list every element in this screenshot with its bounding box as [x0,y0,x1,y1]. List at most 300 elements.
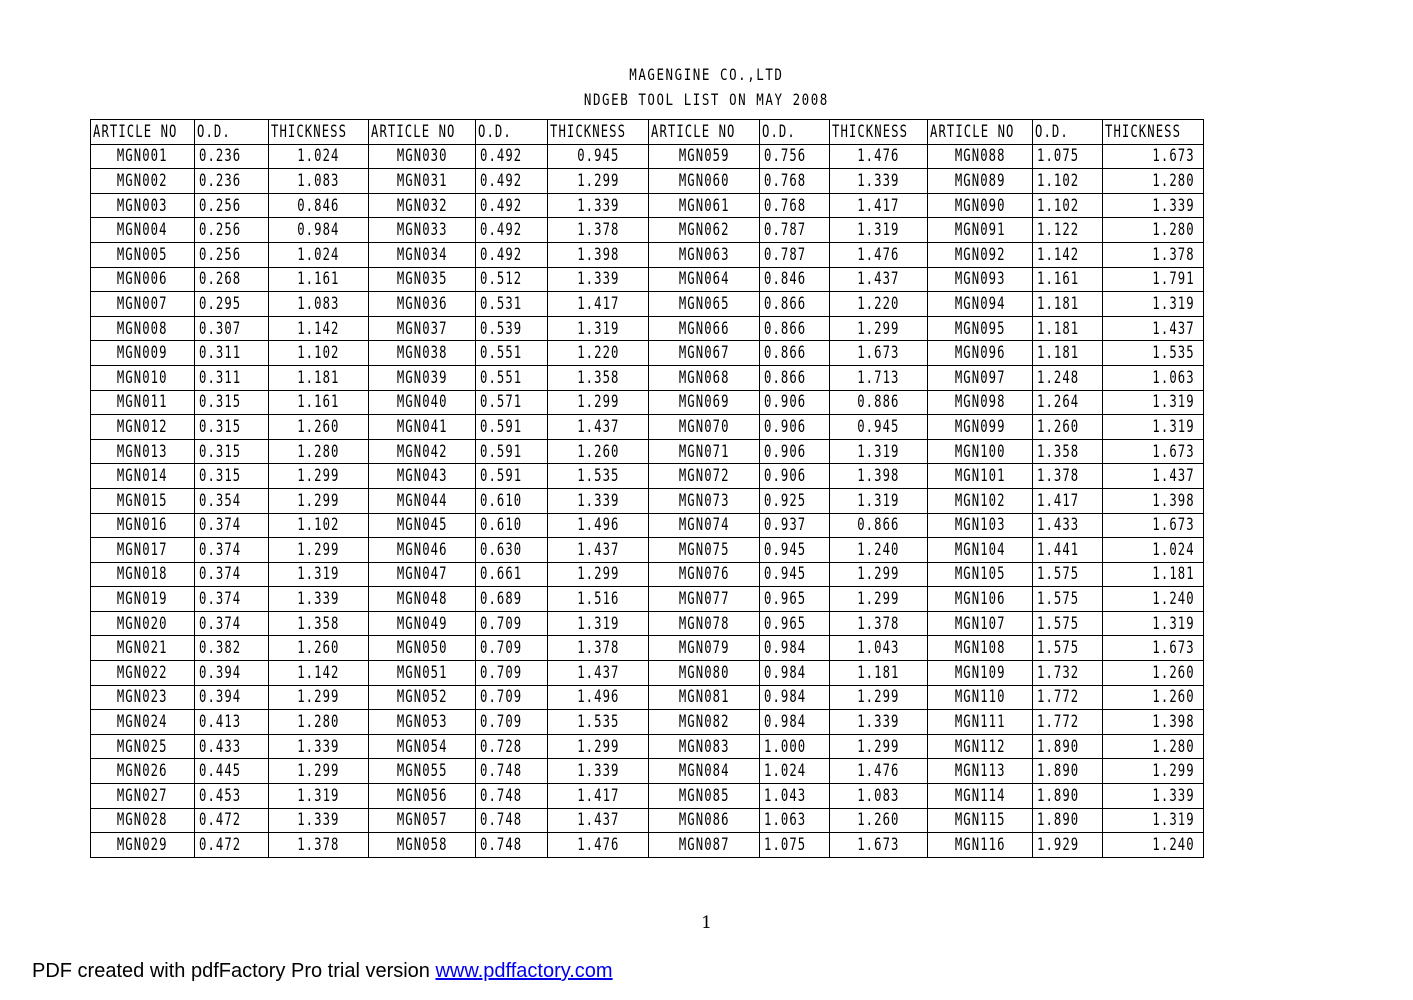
thickness-cell: 1.024 [269,242,369,267]
od-cell: 1.000 [760,734,830,759]
article-no-cell: MGN029 [91,833,195,858]
thickness-cell: 1.673 [830,833,928,858]
od-cell: 0.610 [476,488,548,513]
article-no-cell: MGN024 [91,710,195,735]
od-cell: 0.433 [195,734,269,759]
od-cell: 0.256 [195,218,269,243]
od-cell: 1.929 [1033,833,1103,858]
thickness-cell: 1.476 [548,833,649,858]
od-cell: 0.492 [476,242,548,267]
thickness-cell: 1.299 [830,562,928,587]
od-cell: 0.709 [476,685,548,710]
article-no-cell: MGN033 [369,218,476,243]
od-cell: 1.890 [1033,808,1103,833]
thickness-cell: 1.319 [1103,808,1204,833]
table-row [91,710,1204,735]
table-row [91,365,1204,390]
thickness-cell: 1.319 [1103,611,1204,636]
thickness-cell: 1.319 [548,611,649,636]
column-header: THICKNESS [548,120,649,145]
od-cell: 0.906 [760,464,830,489]
thickness-cell: 1.339 [548,488,649,513]
article-no-cell: MGN108 [928,636,1033,661]
article-no-cell: MGN081 [649,685,760,710]
od-cell: 1.433 [1033,513,1103,538]
article-no-cell: MGN014 [91,464,195,489]
article-no-cell: MGN032 [369,193,476,218]
article-no-cell: MGN096 [928,341,1033,366]
article-no-cell: MGN092 [928,242,1033,267]
article-no-cell: MGN026 [91,759,195,784]
thickness-cell: 1.161 [269,390,369,415]
thickness-cell: 1.260 [830,808,928,833]
thickness-cell: 1.437 [830,267,928,292]
od-cell: 0.591 [476,415,548,440]
od-cell: 0.984 [760,661,830,686]
od-cell: 0.709 [476,661,548,686]
thickness-cell: 1.673 [1103,439,1204,464]
thickness-cell: 1.280 [1103,169,1204,194]
od-cell: 0.925 [760,488,830,513]
od-cell: 0.591 [476,464,548,489]
thickness-cell: 1.476 [830,144,928,169]
thickness-cell: 1.319 [548,316,649,341]
od-cell: 1.772 [1033,685,1103,710]
thickness-cell: 1.299 [830,587,928,612]
od-cell: 0.374 [195,538,269,563]
od-cell: 1.732 [1033,661,1103,686]
table-row [91,415,1204,440]
table-row [91,808,1204,833]
article-no-cell: MGN111 [928,710,1033,735]
table-header-row [91,120,1204,145]
od-cell: 0.307 [195,316,269,341]
thickness-cell: 1.339 [1103,784,1204,809]
od-cell: 0.984 [760,685,830,710]
article-no-cell: MGN103 [928,513,1033,538]
article-no-cell: MGN020 [91,611,195,636]
od-cell: 0.610 [476,513,548,538]
article-no-cell: MGN098 [928,390,1033,415]
thickness-cell: 1.280 [1103,218,1204,243]
column-header: O.D. [476,120,548,145]
article-no-cell: MGN007 [91,292,195,317]
thickness-cell: 1.319 [1103,390,1204,415]
od-cell: 0.630 [476,538,548,563]
article-no-cell: MGN112 [928,734,1033,759]
article-no-cell: MGN101 [928,464,1033,489]
document-subtitle: NDGEB TOOL LIST ON MAY 2008 [583,90,829,109]
thickness-cell: 1.516 [548,587,649,612]
thickness-cell: 1.339 [830,710,928,735]
od-cell: 1.378 [1033,464,1103,489]
article-no-cell: MGN089 [928,169,1033,194]
od-cell: 0.315 [195,415,269,440]
article-no-cell: MGN091 [928,218,1033,243]
article-no-cell: MGN005 [91,242,195,267]
od-cell: 0.866 [760,316,830,341]
article-no-cell: MGN002 [91,169,195,194]
article-no-cell: MGN087 [649,833,760,858]
thickness-cell: 1.437 [548,415,649,440]
article-no-cell: MGN076 [649,562,760,587]
thickness-cell: 1.260 [1103,661,1204,686]
od-cell: 1.102 [1033,193,1103,218]
od-cell: 0.374 [195,587,269,612]
od-cell: 0.256 [195,193,269,218]
od-cell: 0.256 [195,242,269,267]
article-no-cell: MGN016 [91,513,195,538]
thickness-cell: 1.417 [548,292,649,317]
thickness-cell: 1.319 [830,218,928,243]
article-no-cell: MGN053 [369,710,476,735]
article-no-cell: MGN039 [369,365,476,390]
column-header: THICKNESS [269,120,369,145]
od-cell: 0.748 [476,784,548,809]
article-no-cell: MGN088 [928,144,1033,169]
thickness-cell: 1.280 [1103,734,1204,759]
od-cell: 0.374 [195,611,269,636]
thickness-cell: 1.339 [1103,193,1204,218]
article-no-cell: MGN019 [91,587,195,612]
article-no-cell: MGN069 [649,390,760,415]
table-row [91,242,1204,267]
thickness-cell: 1.378 [830,611,928,636]
thickness-cell: 1.240 [1103,587,1204,612]
thickness-cell: 1.339 [548,267,649,292]
od-cell: 1.417 [1033,488,1103,513]
article-no-cell: MGN004 [91,218,195,243]
thickness-cell: 1.319 [1103,415,1204,440]
od-cell: 0.311 [195,341,269,366]
od-cell: 1.441 [1033,538,1103,563]
article-no-cell: MGN078 [649,611,760,636]
od-cell: 1.264 [1033,390,1103,415]
table-row [91,611,1204,636]
od-cell: 1.575 [1033,636,1103,661]
article-no-cell: MGN080 [649,661,760,686]
article-no-cell: MGN028 [91,808,195,833]
thickness-cell: 0.846 [269,193,369,218]
thickness-cell: 0.945 [830,415,928,440]
article-no-cell: MGN095 [928,316,1033,341]
od-cell: 0.945 [760,562,830,587]
thickness-cell: 1.358 [269,611,369,636]
od-cell: 0.984 [760,710,830,735]
article-no-cell: MGN045 [369,513,476,538]
table-row [91,513,1204,538]
article-no-cell: MGN046 [369,538,476,563]
article-no-cell: MGN040 [369,390,476,415]
od-cell: 0.709 [476,710,548,735]
od-cell: 1.260 [1033,415,1103,440]
table-row [91,144,1204,169]
od-cell: 1.075 [1033,144,1103,169]
thickness-cell: 1.102 [269,513,369,538]
thickness-cell: 1.181 [830,661,928,686]
thickness-cell: 1.299 [548,562,649,587]
article-no-cell: MGN099 [928,415,1033,440]
thickness-cell: 1.437 [548,661,649,686]
article-no-cell: MGN116 [928,833,1033,858]
od-cell: 0.492 [476,144,548,169]
article-no-cell: MGN047 [369,562,476,587]
thickness-cell: 1.319 [269,562,369,587]
article-no-cell: MGN097 [928,365,1033,390]
table-body [91,144,1204,857]
thickness-cell: 1.299 [269,685,369,710]
article-no-cell: MGN051 [369,661,476,686]
article-no-cell: MGN072 [649,464,760,489]
article-no-cell: MGN036 [369,292,476,317]
article-no-cell: MGN068 [649,365,760,390]
article-no-cell: MGN055 [369,759,476,784]
column-header: ARTICLE NO [928,120,1033,145]
article-no-cell: MGN085 [649,784,760,809]
column-header: ARTICLE NO [369,120,476,145]
article-no-cell: MGN071 [649,439,760,464]
thickness-cell: 1.378 [269,833,369,858]
od-cell: 0.445 [195,759,269,784]
article-no-cell: MGN079 [649,636,760,661]
thickness-cell: 1.083 [269,169,369,194]
article-no-cell: MGN049 [369,611,476,636]
article-no-cell: MGN070 [649,415,760,440]
od-cell: 0.866 [760,341,830,366]
od-cell: 0.551 [476,341,548,366]
article-no-cell: MGN043 [369,464,476,489]
thickness-cell: 1.299 [548,734,649,759]
od-cell: 0.382 [195,636,269,661]
thickness-cell: 1.319 [269,784,369,809]
article-no-cell: MGN114 [928,784,1033,809]
od-cell: 0.709 [476,636,548,661]
od-cell: 0.709 [476,611,548,636]
thickness-cell: 1.299 [830,685,928,710]
thickness-cell: 1.024 [1103,538,1204,563]
article-no-cell: MGN056 [369,784,476,809]
article-no-cell: MGN025 [91,734,195,759]
thickness-cell: 1.535 [548,710,649,735]
od-cell: 0.374 [195,562,269,587]
thickness-cell: 1.713 [830,365,928,390]
thickness-cell: 1.339 [548,193,649,218]
table-row [91,833,1204,858]
article-no-cell: MGN090 [928,193,1033,218]
footer-link[interactable]: www.pdffactory.com [435,960,613,982]
thickness-cell: 1.299 [269,488,369,513]
column-header: O.D. [760,120,830,145]
article-no-cell: MGN066 [649,316,760,341]
article-no-cell: MGN110 [928,685,1033,710]
thickness-cell: 1.378 [548,218,649,243]
thickness-cell: 1.260 [548,439,649,464]
od-cell: 0.453 [195,784,269,809]
thickness-cell: 1.417 [548,784,649,809]
od-cell: 1.890 [1033,734,1103,759]
article-no-cell: MGN105 [928,562,1033,587]
article-no-cell: MGN063 [649,242,760,267]
article-no-cell: MGN037 [369,316,476,341]
article-no-cell: MGN010 [91,365,195,390]
thickness-cell: 1.378 [1103,242,1204,267]
od-cell: 0.846 [760,267,830,292]
table-row [91,193,1204,218]
table-row [91,169,1204,194]
od-cell: 1.063 [760,808,830,833]
thickness-cell: 1.437 [548,538,649,563]
article-no-cell: MGN034 [369,242,476,267]
thickness-cell: 1.260 [1103,685,1204,710]
article-no-cell: MGN106 [928,587,1033,612]
table-row [91,218,1204,243]
article-no-cell: MGN035 [369,267,476,292]
table-row [91,488,1204,513]
od-cell: 1.043 [760,784,830,809]
column-header: THICKNESS [830,120,928,145]
thickness-cell: 1.398 [548,242,649,267]
article-no-cell: MGN012 [91,415,195,440]
thickness-cell: 1.299 [269,464,369,489]
article-no-cell: MGN031 [369,169,476,194]
article-no-cell: MGN084 [649,759,760,784]
thickness-cell: 1.181 [1103,562,1204,587]
od-cell: 1.575 [1033,611,1103,636]
thickness-cell: 1.476 [830,242,928,267]
table-row [91,734,1204,759]
thickness-cell: 1.437 [1103,464,1204,489]
thickness-cell: 1.339 [269,734,369,759]
thickness-cell: 0.866 [830,513,928,538]
page-number: 1 [701,913,712,933]
article-no-cell: MGN113 [928,759,1033,784]
od-cell: 0.965 [760,611,830,636]
table-row [91,759,1204,784]
article-no-cell: MGN030 [369,144,476,169]
article-no-cell: MGN054 [369,734,476,759]
thickness-cell: 1.142 [269,661,369,686]
od-cell: 0.756 [760,144,830,169]
thickness-cell: 1.299 [830,734,928,759]
od-cell: 1.181 [1033,316,1103,341]
thickness-cell: 1.220 [830,292,928,317]
article-no-cell: MGN001 [91,144,195,169]
article-no-cell: MGN061 [649,193,760,218]
od-cell: 0.984 [760,636,830,661]
od-cell: 0.315 [195,464,269,489]
thickness-cell: 1.673 [1103,513,1204,538]
thickness-cell: 1.535 [1103,341,1204,366]
od-cell: 1.358 [1033,439,1103,464]
thickness-cell: 1.024 [269,144,369,169]
od-cell: 1.161 [1033,267,1103,292]
thickness-cell: 1.083 [269,292,369,317]
table-row [91,562,1204,587]
article-no-cell: MGN048 [369,587,476,612]
od-cell: 0.906 [760,439,830,464]
table-row [91,439,1204,464]
table-row [91,661,1204,686]
od-cell: 1.575 [1033,562,1103,587]
od-cell: 0.472 [195,808,269,833]
article-no-cell: MGN115 [928,808,1033,833]
od-cell: 0.591 [476,439,548,464]
od-cell: 1.575 [1033,587,1103,612]
table-row [91,390,1204,415]
od-cell: 0.906 [760,390,830,415]
thickness-cell: 0.945 [548,144,649,169]
od-cell: 0.492 [476,218,548,243]
thickness-cell: 1.319 [830,439,928,464]
od-cell: 1.772 [1033,710,1103,735]
thickness-cell: 1.673 [830,341,928,366]
table-row [91,267,1204,292]
od-cell: 1.181 [1033,292,1103,317]
od-cell: 1.890 [1033,784,1103,809]
table-row [91,784,1204,809]
thickness-cell: 1.535 [548,464,649,489]
thickness-cell: 1.280 [269,710,369,735]
article-no-cell: MGN060 [649,169,760,194]
thickness-cell: 1.358 [548,365,649,390]
company-title: MAGENGINE CO.,LTD [629,65,784,84]
article-no-cell: MGN067 [649,341,760,366]
thickness-cell: 1.299 [548,390,649,415]
article-no-cell: MGN102 [928,488,1033,513]
article-no-cell: MGN100 [928,439,1033,464]
article-no-cell: MGN018 [91,562,195,587]
thickness-cell: 1.398 [830,464,928,489]
article-no-cell: MGN015 [91,488,195,513]
od-cell: 1.122 [1033,218,1103,243]
article-no-cell: MGN050 [369,636,476,661]
od-cell: 0.472 [195,833,269,858]
od-cell: 0.748 [476,833,548,858]
thickness-cell: 1.339 [548,759,649,784]
article-no-cell: MGN021 [91,636,195,661]
thickness-cell: 1.063 [1103,365,1204,390]
od-cell: 0.689 [476,587,548,612]
od-cell: 0.661 [476,562,548,587]
thickness-cell: 1.339 [830,169,928,194]
article-no-cell: MGN073 [649,488,760,513]
table-row [91,685,1204,710]
table-row [91,341,1204,366]
article-no-cell: MGN011 [91,390,195,415]
od-cell: 0.315 [195,439,269,464]
article-no-cell: MGN094 [928,292,1033,317]
article-no-cell: MGN093 [928,267,1033,292]
article-no-cell: MGN003 [91,193,195,218]
thickness-cell: 1.240 [1103,833,1204,858]
od-cell: 0.937 [760,513,830,538]
thickness-cell: 0.984 [269,218,369,243]
thickness-cell: 1.476 [830,759,928,784]
article-no-cell: MGN042 [369,439,476,464]
article-no-cell: MGN074 [649,513,760,538]
thickness-cell: 1.240 [830,538,928,563]
thickness-cell: 1.161 [269,267,369,292]
od-cell: 0.866 [760,292,830,317]
article-no-cell: MGN008 [91,316,195,341]
od-cell: 0.531 [476,292,548,317]
tool-list-table [90,119,1204,858]
thickness-cell: 1.083 [830,784,928,809]
od-cell: 0.354 [195,488,269,513]
thickness-cell: 1.378 [548,636,649,661]
column-header: O.D. [195,120,269,145]
od-cell: 0.551 [476,365,548,390]
